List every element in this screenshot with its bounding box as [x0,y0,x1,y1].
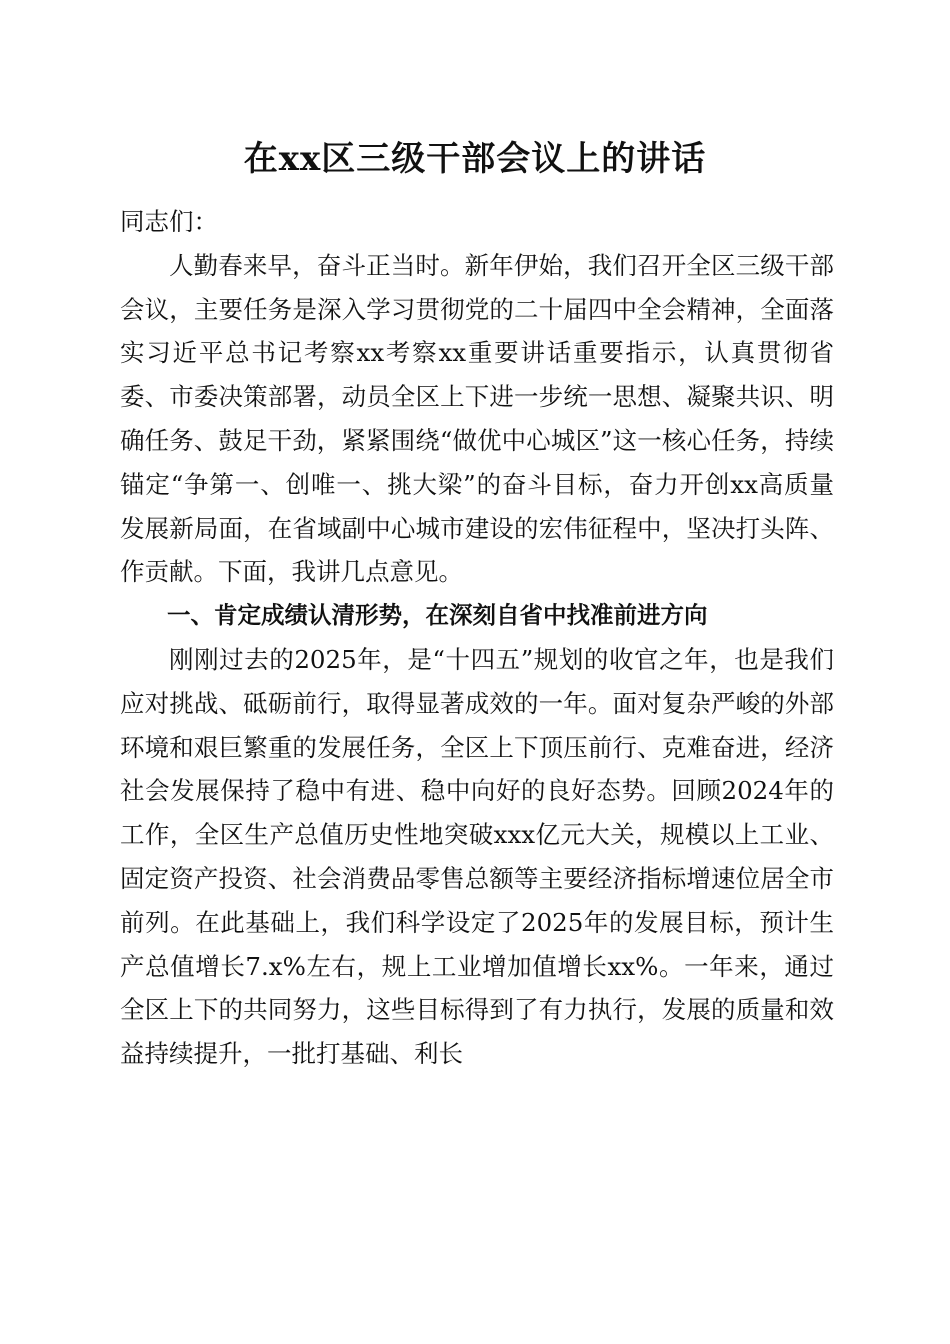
section-heading-1: 一、肯定成绩认清形势，在深刻自省中找准前进方向 [167,601,708,630]
document-body [120,200,834,1076]
opening-paragraph: 人勤春来早，奋斗正当时。新年伊始，我们召开全区三级干部会议，主要任务是深入学习贯彻党的二十届四中全会精神，全面落实习近平总书记考察xx考察xx重要讲话重要指示，认真贯彻省委、市委决策部署，动员全区上下进一步统一思想、凝聚共识、明确任务、鼓足干劲，紧紧围绕“做优中心城区”这一核心任务，持续锚定“争第一、创唯一、挑大梁”的奋斗目标，奋力开创xx高质量发展新局面，在省域副中心城市建设的宏伟征程中，坚决打头阵、作贡献。下面，我讲几点意见。 [120,250,834,587]
document-title: 在xx区三级干部会议上的讲话 [243,139,707,179]
section-1-paragraph: 刚刚过去的2025年，是“十四五”规划的收官之年，也是我们应对挑战、砥砺前行，取得显著成效的一年。面对复杂严峻的外部环境和艰巨繁重的发展任务，全区上下顶压前行、克难奋进，经济社会发展保持了稳中有进、稳中向好的良好态势。回顾2024年的工作，全区生产总值历史性地突破xxx亿元大关，规模以上工业、固定资产投资、社会消费品零售总额等主要经济指标增速位居全市前列。在此基础上，我们科学设定了2025年的发展目标，预计生产总值增长7.x%左右，规上工业增加值增长xx%。一年来，通过全区上下的共同努力，这些目标得到了有力执行，发展的质量和效益持续提升，一批打基础、利长 [120,644,834,1069]
salutation: 同志们： [120,207,218,236]
